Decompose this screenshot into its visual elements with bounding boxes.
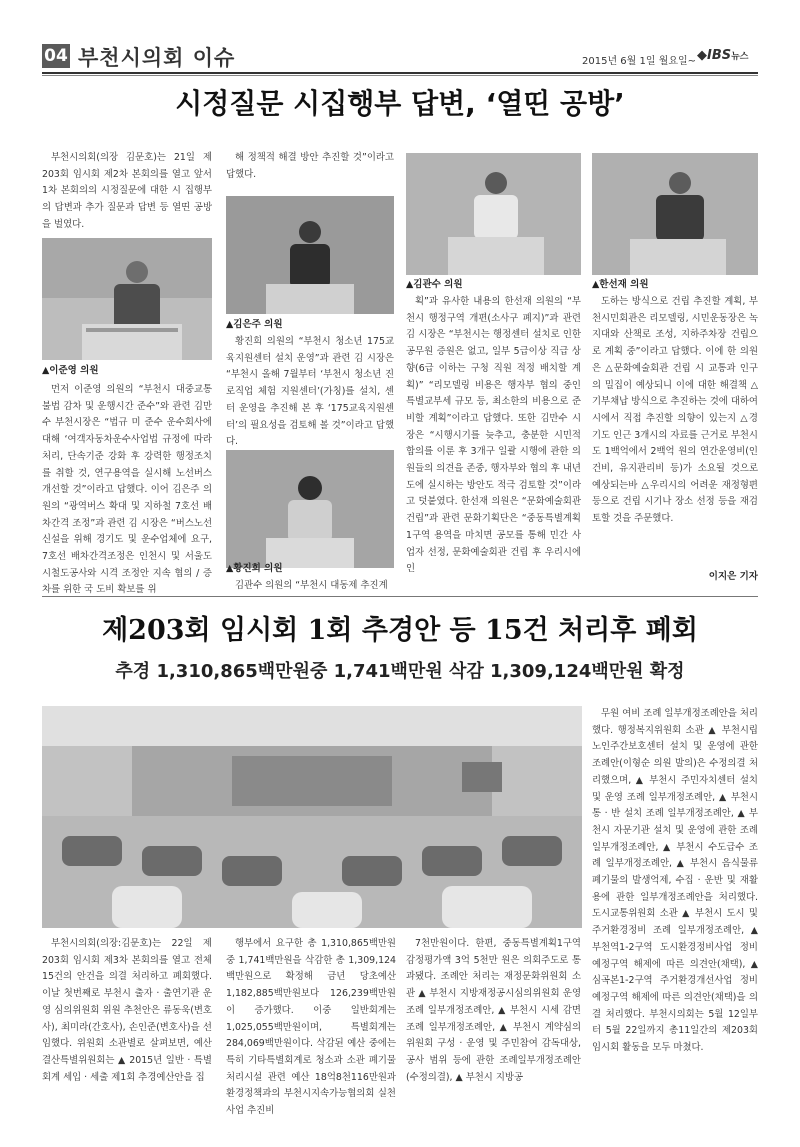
- issue-date: 2015년 6월 1일 월요일~: [582, 56, 697, 67]
- paragraph: 부천시의회(의장 김문호)는 21일 제203회 임시회 제2차 본회의를 열고 앞서 1차 본회의의 시정질문에 대한 시 집행부의 답변과 추가 질문과 답변 등 열띤 공방을 벌였다.: [42, 152, 212, 230]
- article2-col3: [406, 936, 581, 1126]
- newspaper-logo: [697, 48, 749, 63]
- photo-kim-eunju: [226, 196, 394, 314]
- article1-col1-top: [42, 150, 212, 234]
- photo-han-seonjae: [592, 153, 758, 275]
- header-rule: [42, 72, 758, 74]
- article1-col2-mid: [226, 334, 394, 451]
- caption-han: ▲한선재 의원: [592, 279, 649, 290]
- caption-hwang: ▲황진희 의원: [226, 563, 283, 574]
- paragraph: 해 정책적 해결 방안 추진할 것”이라고 답했다.: [226, 152, 394, 180]
- article2-headline: 제203회 임시회 1회 추경안 등 15건 처리후 폐회: [102, 615, 698, 646]
- caption-kim-gwansu: ▲김관수 의원: [406, 279, 463, 290]
- paragraph: 행부에서 요구한 총 1,310,865백만원중 1,741백만원을 삭감한 총 1,309,124백만원으로 확정해 금년 당초예산 1,182,885백만원보다 126,239백만원이 증가했다. 이중 일반회계는 1,025,055백만원이며, 특별회계는 284,069백만원이다. 삭감된 예산 중에는 특히 기타특별회계로 청소과 소관 폐기물처리시설 관련 예산 18억8천116만원과 환경정책과의 부천시지속가능협의회 실천사업 추진비: [226, 938, 396, 1117]
- paragraph: 김관수 의원의 “부천시 대동제 추진계: [235, 580, 388, 591]
- article1-col2-top: [226, 150, 394, 183]
- article2-col1: [42, 936, 212, 1126]
- paragraph: 도하는 방식으로 건립 추진할 계획, 부천시민회관은 리모델링, 시민운동장은 녹지대와 산책로 조성, 지하주차장 건립으로 계획 중”이라고 답했다. 이에 한 의원은 △문화예술회관 건립 시 교통과 인구의 밀집이 예상되니 이에 대한 해결책 △기부채납 방식으로 추진하는 것에 대하여 시에서 직접 추진할 의향이 있는지 △경기도 인근 3개시의 자료를 근거로 부천시도 1백억에서 2백억 원의 연간운영비(인건비, 유지관리비 등)가 소요될 것으로 예상되는바 △우리시의 어려운 재정형편 등으로 건립 시기나 장소 선정 등을 재검토할 것을 주문했다.: [592, 296, 758, 525]
- article2-col2: [226, 936, 396, 1126]
- article1-col1-bottom: [42, 382, 212, 599]
- paragraph: 황진희 의원의 “부천시 청소년 175교육지원센터 설치 운영”과 관련 김 시장은 “부천시 올해 7월부터 ‘부천시 청소년 진로직업 체험 지원센터’(가칭)를 설치, 센터 운영을 추진해 본 후 ‘175교육지원센터’의 필요성을 검토해 볼 것”이라고 답했다.: [226, 336, 394, 448]
- caption-kim-eunju: ▲김은주 의원: [226, 319, 283, 330]
- header-rule-thin: [42, 75, 758, 76]
- paragraph: 부천시의회(의장:김문호)는 22일 제203회 임시회 제3차 본회의를 열고 전체 15건의 안건을 의결 처리하고 폐회했다. 이날 첫번째로 부천시 출자 · 출연기관 운영 심의위원회 위원 추천안은 류동욱(변호사), 최미라(간호사), 손인준(변호사)을 선임했다. 위원회 소관별로 살펴보면, 예산결산특별위원회는 ▲ 2015년 일반 · 특별회계 세입 · 세출 제1회 추경예산안을 집: [42, 938, 212, 1083]
- article-divider: [42, 596, 758, 597]
- paragraph: 획”과 유사한 내용의 한선재 의원의 “부천시 행정구역 개편(소사구 폐지)”과 관련 김 시장은 “부천시는 행정센터 설치로 인한 공무원 증원은 없고, 일부 5급이상 직급 상향(6급 이하는 구청 직원 적정 배치할 계획)” “리모델링 비용은 행자부 협의 중인 특별교부세 규모 등, 최소한의 비용으로 준비할 계획”이라고 답했다. 또한 김만수 시장은 “시행시기를 늦추고, 충분한 시민적 합의를 이룬 후 3개구 일괄 시행에 관한 의원들의 의견을 존중, 행자부와 협의 후 내년도에 실시하는 방안도 적극 검토할 것”이라고 덧붙였다. 한선재 의원은 “문화예술회관 건립”과 관련 문화기획단은 “중동특별계획 1구역 용역을 마치면 공모를 통해 민간 사업자 선정, 문화예술회관 건립 후 우리시에 인: [406, 296, 581, 575]
- section-title: 부천시의회 이슈: [78, 46, 236, 70]
- byline: 이지은 기자: [708, 571, 758, 582]
- page-number: 04: [42, 44, 70, 68]
- article1-col2-bottom: [226, 578, 394, 595]
- photo-council-session: [42, 706, 582, 928]
- article2-col4: [592, 706, 758, 1126]
- article2-subhead: 추경 1,310,865백만원중 1,741백만원 삭감 1,309,124백만원 확정: [115, 661, 685, 682]
- paragraph: 무원 여비 조례 일부개정조례안을 처리했다. 행정복지위원회 소관 ▲ 부천시립 노인주간보호센터 설치 및 운영에 관한 조례안(이형순 의원 발의)은 수정의결 처리했으며, ▲ 부천시 주민자치센터 설치 및 운영 조례 일부개정조례안, ▲ 부천시 통 · 반 설치 조례 일부개정조례안, ▲ 부천시 자문기관 설치 및 운영에 관한 조례 일부개정조례안, ▲ 부천시 수도급수 조례 일부개정조례안, ▲ 부천시 음식물류 폐기물의 발생억제, 수집 · 운반 및 재활용에 관한 일부개정조례안을 처리했다. 도시교통위원회 소관 ▲ 부천시 도시 및 주거환경정비 조례 일부개정조례안, ▲ 부천역1-2구역 도시환경정비사업 정비예정구역 해제에 따른 의견안(채택), ▲ 심곡본1-2구역 주거환경개선사업 정비예정구역 해제에 따른 의견안(채택)을 의결 처리했다. 부천시의회는 5월 12일부터 5월 22일까지 총11일간의 제203회 임시회 활동을 모두 마쳤다.: [592, 708, 758, 1054]
- article1-col3: [406, 294, 581, 590]
- paragraph: 먼저 이준영 의원의 “부천시 대중교통 불법 감차 및 운행시간 준수”와 관련 김만수 부천시장은 “법규 미 준수 운수회사에 대해 ‘여객자동차운수사업법 규정에 따라 처리, 단속기준 강화 후 강력한 행정조치를 취할 것, 연구용역을 실시해 노선버스 개선할 것”이라고 답했다. 이어 김은주 의원의 “광역버스 확대 및 지하철 7호선 배차간격 조정”과 관련 김 시장은 “버스노선 신설을 위해 경기도 및 운수업체에 요구, 7호선 배차간격조정은 인천시 및 서울도시철도공사와 시격 조정안 지속 협의 / 증차를 위한 국 도비 확보를 위: [42, 384, 212, 596]
- logo-sub: 뉴스: [731, 52, 749, 62]
- caption-lee: ▲이준영 의원: [42, 365, 99, 376]
- photo-lee-junyoung: [42, 238, 212, 360]
- logo-mark-icon: ◆: [697, 48, 707, 63]
- article1-col4: [592, 294, 758, 556]
- article1-headline: 시정질문 시집행부 답변, ‘열띤 공방’: [175, 87, 625, 120]
- logo-main: IBS: [707, 48, 732, 63]
- photo-kim-gwansu: [406, 153, 581, 275]
- photo-hwang-jinhee: [226, 450, 394, 568]
- paragraph: 7천만원이다. 한편, 중동특별계획1구역 감정평가액 3억 5천만 원은 의회주도로 통과됐다. 조례안 처리는 재정문화위원회 소관 ▲ 부천시 지방재정공시심의위원회 운영 조례 일부개정조례안, ▲ 부천시 시세 감면 조례 일부개정조례안, ▲ 부천시 계약심의위원회 구성 · 운영 및 주민참여 감독대상, 공사 범위 등에 관한 조례일부개정조례안(수정의결), ▲ 부천시 지방공: [406, 938, 581, 1083]
